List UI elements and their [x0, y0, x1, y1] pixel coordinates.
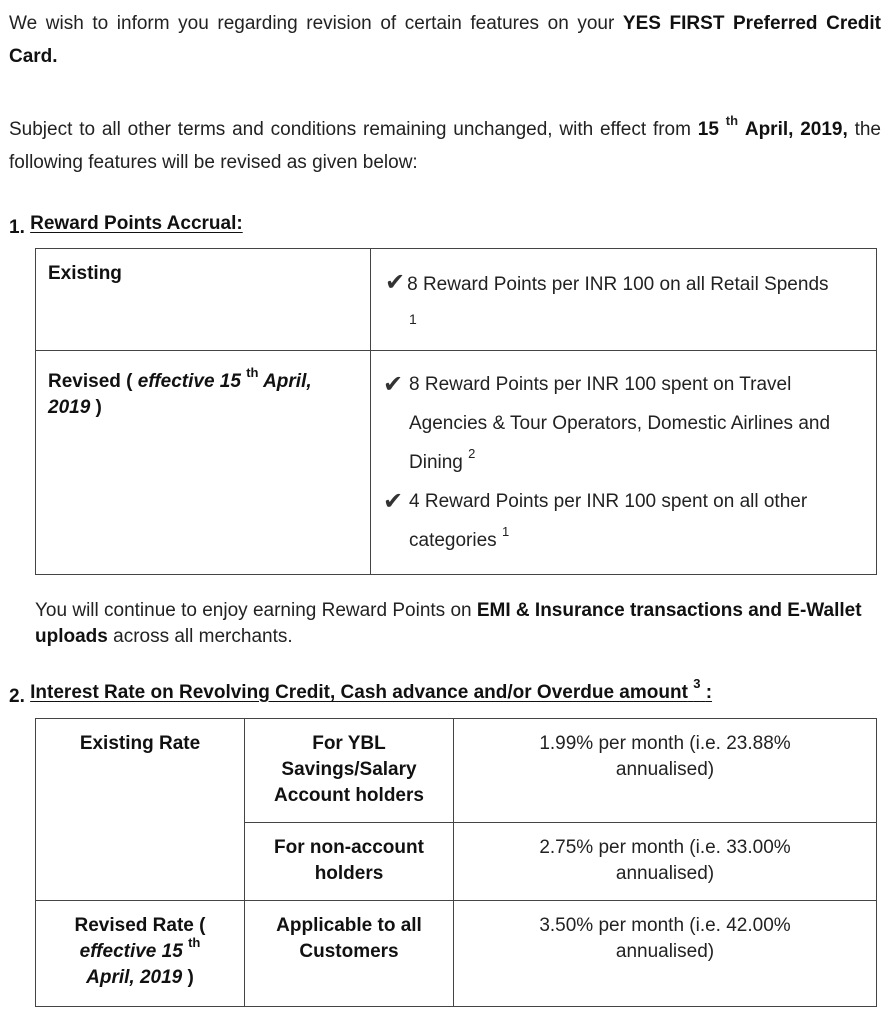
intro-paragraph-1: We wish to inform you regarding revision of certain features on your YES FIRST Preferred Credit Card. [9, 13, 881, 67]
who-cell: For YBL Savings/Salary Account holders [245, 719, 454, 823]
existing-rate-label: Existing Rate [36, 719, 245, 901]
section-1-number: 1. [9, 217, 25, 238]
table-row [36, 901, 877, 1007]
row-label-revised: Revised ( effective 15 $^{th}$ April, 2019 ) [36, 351, 371, 575]
rate-cell: 1.99% per month (i.e. 23.88% annualised) [454, 719, 877, 823]
section-2-heading [9, 675, 713, 707]
section-1-heading [9, 213, 243, 238]
table-row [36, 249, 877, 351]
check-mark-icon: ✔ [383, 488, 404, 515]
intro-paragraph-2: Subject to all other terms and conditions remaining unchanged, with effect from 15 $^{th}$ April, 2019, the following features will be revised as given below: [9, 112, 881, 173]
reward-note: You will continue to enjoy earning Reward Points on EMI & Insurance transactions and E-Wallet uploads across all merchants. [35, 600, 862, 647]
row-content-existing: ✔ 8 Reward Points per INR 100 on all Retail Spends 1 [371, 249, 877, 351]
interest-rate-table [35, 718, 877, 1007]
who-cell: Applicable to all Customers [245, 901, 454, 1007]
section-1-title: Reward Points Accrual: [30, 213, 243, 234]
table-row [36, 351, 877, 575]
section-2-number: 2. [9, 686, 25, 707]
revised-rate-label: Revised Rate ( effective 15 $^{th}$ April, 2019 ) [36, 901, 245, 1007]
rate-cell: 2.75% per month (i.e. 33.00% annualised) [454, 823, 877, 901]
check-mark-icon: ✔ [383, 371, 404, 398]
rate-cell: 3.50% per month (i.e. 42.00% annualised) [454, 901, 877, 1007]
card-name: YES FIRST Preferred Credit Card. [9, 13, 881, 67]
row-content-revised: ✔ 8 Reward Points per INR 100 spent on Travel Agencies & Tour Operators, Domestic Airlines and Dining $^2$ ✔ 4 Reward Points per INR 100 spent on all other categories $^1$ [371, 351, 877, 575]
section-2-title: Interest Rate on Revolving Credit, Cash advance and/or Overdue amount $^3$ : [30, 675, 713, 703]
check-mark-icon: ✔ [385, 269, 406, 296]
table-row [36, 719, 877, 823]
reward-points-table [35, 248, 877, 575]
row-label-existing: Existing [36, 249, 371, 351]
who-cell: For non-account holders [245, 823, 454, 901]
